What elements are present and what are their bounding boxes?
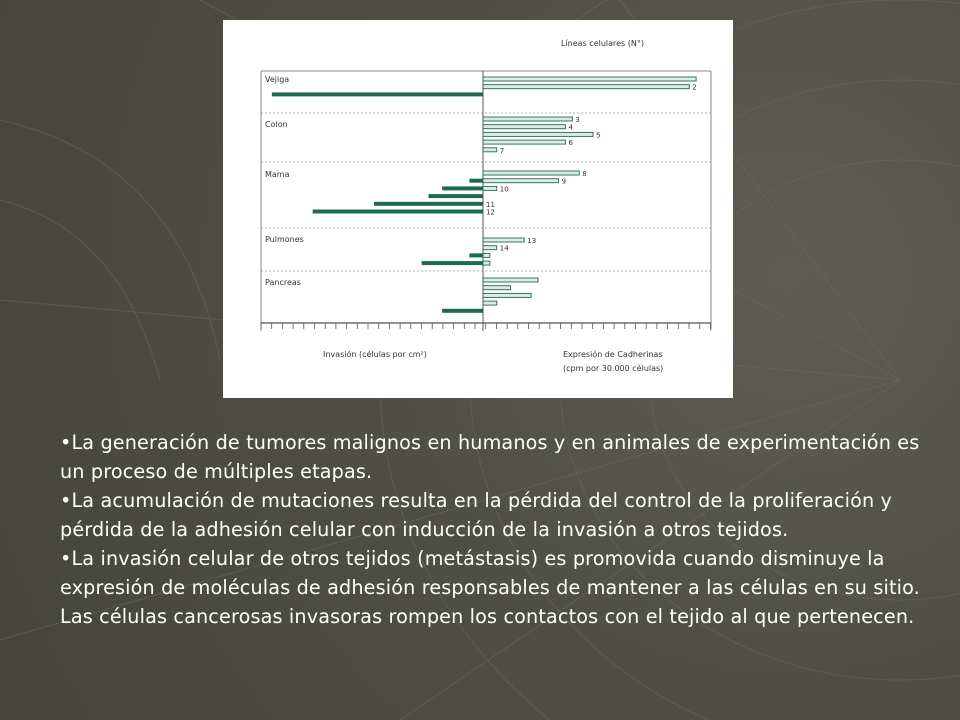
expression-bar [483,246,497,250]
invasion-bar [422,261,483,265]
expression-bar [483,132,593,136]
expression-bar [483,77,696,81]
cell-line-label: 14 [499,244,509,253]
chart-figure [223,20,733,398]
bullet-list [60,428,940,631]
expression-bar [483,117,572,121]
expression-bar [483,253,490,257]
expression-bar [483,140,566,144]
cell-line-label: 13 [527,237,537,245]
x-axis-label-right-line1: Expresión de Cadherinas [563,350,663,359]
cell-line-label: 10 [499,185,509,194]
invasion-bar [469,179,483,183]
expression-bar [483,261,490,265]
cell-line-label: 12 [486,208,495,217]
group-label: Mama [265,170,290,179]
chart-svg [223,20,733,398]
x-axis-label-right-line2: (cpm por 30.000 células) [563,364,664,373]
invasion-bar [442,309,483,313]
cell-line-label: 4 [568,123,573,132]
invasion-bar [272,92,483,96]
chart-bars [265,75,697,313]
bullet-item: •La acumulación de mutaciones resulta en la pérdida del control de la proliferación y pérdida de la adhesión celular con inducción de la invasión a otros tejidos. [60,489,893,541]
chart-title-right: Líneas celulares (N°) [561,39,644,48]
expression-bar [483,238,524,242]
group-label: Colon [265,120,288,129]
cell-line-label: 9 [561,177,567,186]
expression-bar [483,286,511,290]
expression-bar [483,125,566,129]
bullet-item: •La generación de tumores malignos en humanos y en animales de experimentación es un proceso de múltiples etapas. [60,431,920,483]
invasion-bar [442,186,483,190]
cell-line-label: 5 [596,131,601,140]
expression-bar [483,278,538,282]
cell-line-label: 8 [582,170,587,178]
expression-bar [483,293,531,297]
expression-bar [483,301,497,305]
group-label: Pancreas [265,278,301,287]
invasion-bar [313,210,483,214]
cell-line-label: 11 [486,200,495,209]
expression-bar [483,186,497,190]
invasion-bar [429,194,484,198]
group-label: Vejiga [265,75,290,84]
cell-line-label: 3 [575,116,580,124]
bullet-item: •La invasión celular de otros tejidos (metástasis) es promovida cuando disminuye la expresión de moléculas de adhesión responsables de mantener a las células en su sitio. Las células cancerosas invasoras rompen los contactos con el tejido al que pertenecen. [60,547,920,628]
expression-bar [483,171,579,175]
expression-bar [483,179,559,183]
expression-bar [483,85,689,89]
cell-line-label: 2 [692,83,697,92]
x-axis-label-left: Invasión (células por cm²) [323,350,427,359]
cell-line-label: 6 [568,139,573,148]
cell-line-label: 7 [499,146,505,155]
expression-bar [483,148,497,152]
invasion-bar [469,253,483,257]
invasion-bar [374,202,483,206]
group-label: Pulmones [265,235,304,244]
